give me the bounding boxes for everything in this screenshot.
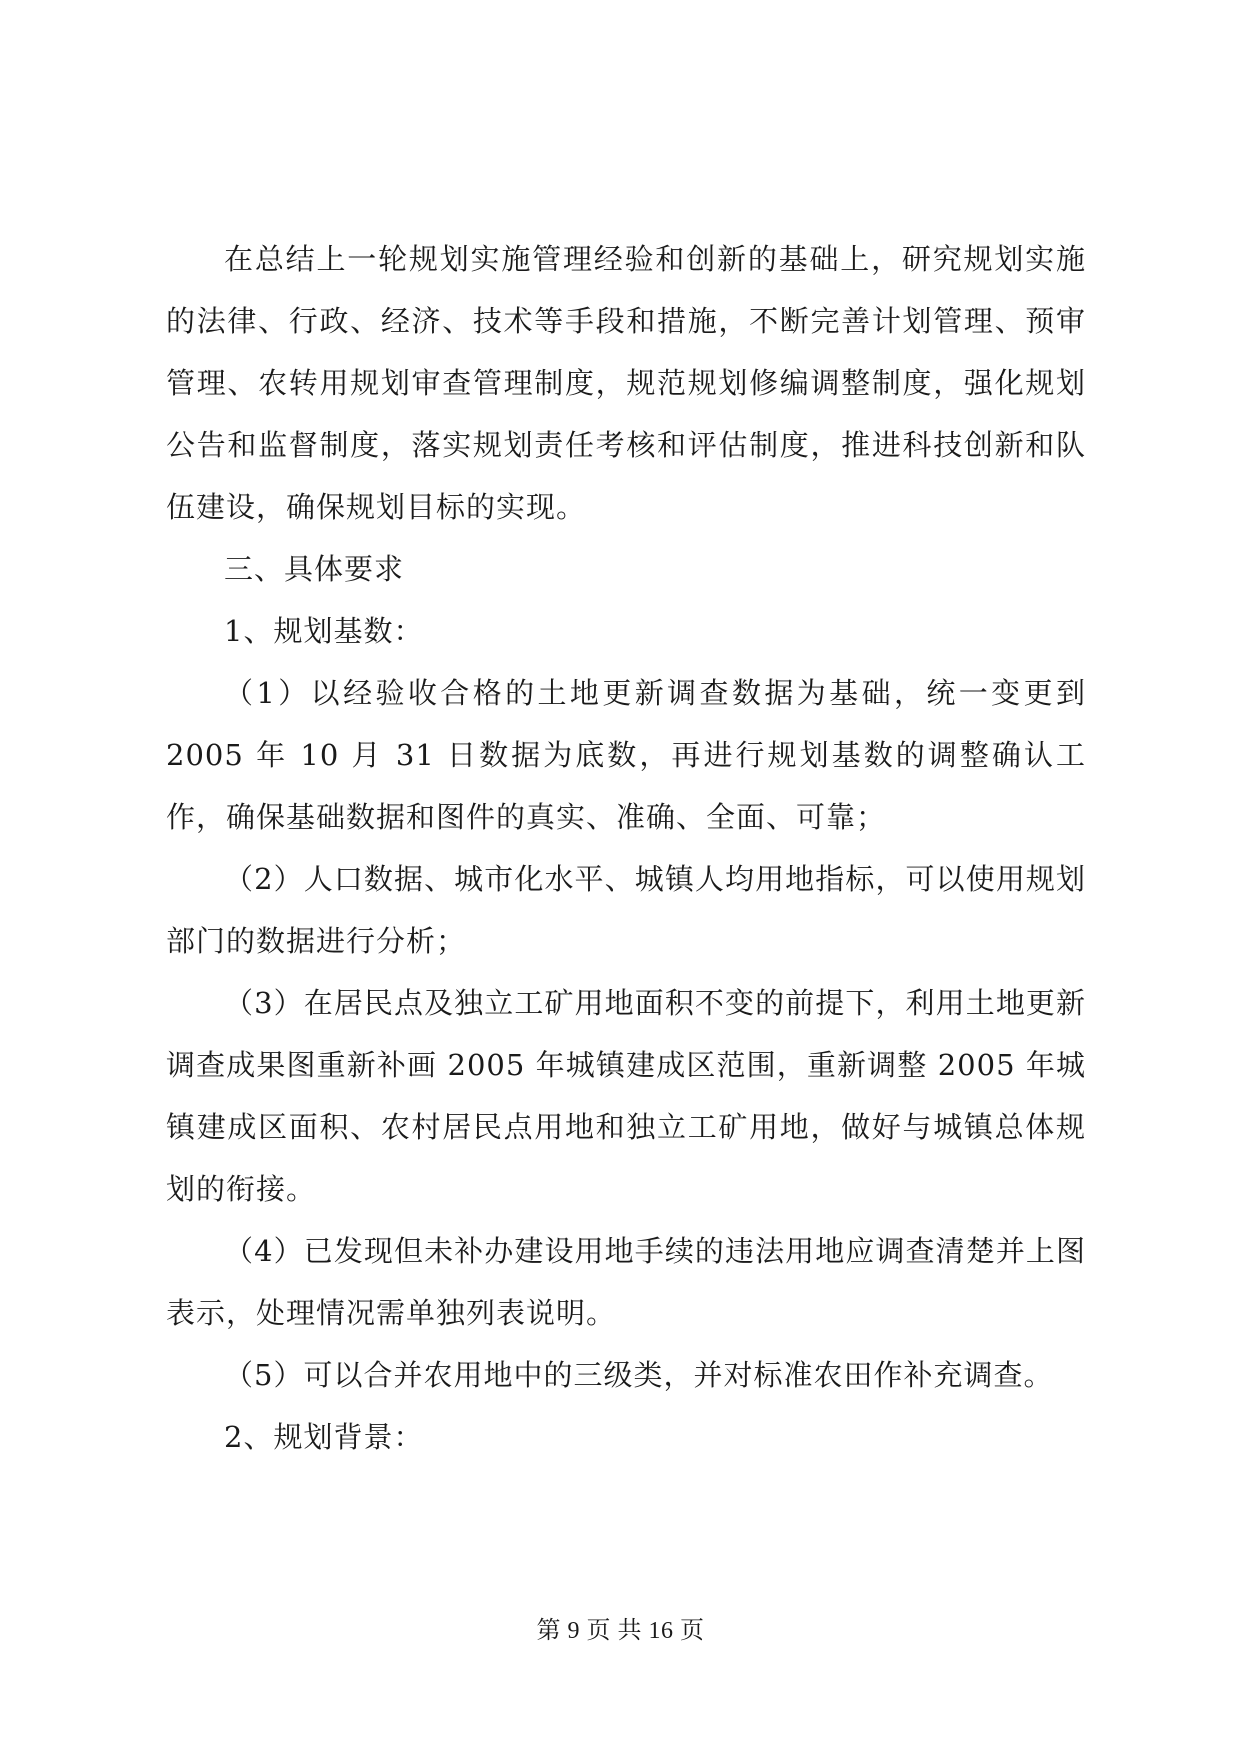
document-body xyxy=(166,228,1086,1468)
section-heading-specific-requirements: 三、具体要求 xyxy=(224,552,405,586)
paragraph-implementation-management: 在总结上一轮规划实施管理经验和创新的基础上，研究规划实施的法律、行政、经济、技术等手段和措施，不断完善计划管理、预审管理、农转用规划审查管理制度，规范规划修编调整制度，强化规划公告和监督制度，落实规划责任考核和评估制度，推进科技创新和队伍建设，确保规划目标的实现。 xyxy=(166,242,1086,524)
subheading-planning-base: 1、规划基数： xyxy=(224,614,424,648)
paragraph-item-3: （3）在居民点及独立工矿用地面积不变的前提下，利用土地更新调查成果图重新补画 2005 年城镇建成区范围，重新调整 2005 年城镇建成区面积、农村居民点用地和独立工矿用地，做好与城镇总体规划的衔接。 xyxy=(166,986,1086,1206)
paragraph-item-1: （1）以经验收合格的土地更新调查数据为基础，统一变更到 2005 年 10 月 31 日数据为底数，再进行规划基数的调整确认工作，确保基础数据和图件的真实、准确、全面、可靠； xyxy=(166,676,1086,834)
subheading-planning-background: 2、规划背景： xyxy=(224,1420,424,1454)
paragraph-item-2: （2）人口数据、城市化水平、城镇人均用地指标，可以使用规划部门的数据进行分析； xyxy=(166,862,1086,958)
page-number-footer: 第 9 页 共 16 页 xyxy=(536,1618,705,1644)
paragraph-item-5: （5）可以合并农用地中的三级类，并对标准农田作补充调查。 xyxy=(224,1358,1054,1392)
paragraph-item-4: （4）已发现但未补办建设用地手续的违法用地应调查清楚并上图表示，处理情况需单独列表说明。 xyxy=(166,1234,1086,1330)
